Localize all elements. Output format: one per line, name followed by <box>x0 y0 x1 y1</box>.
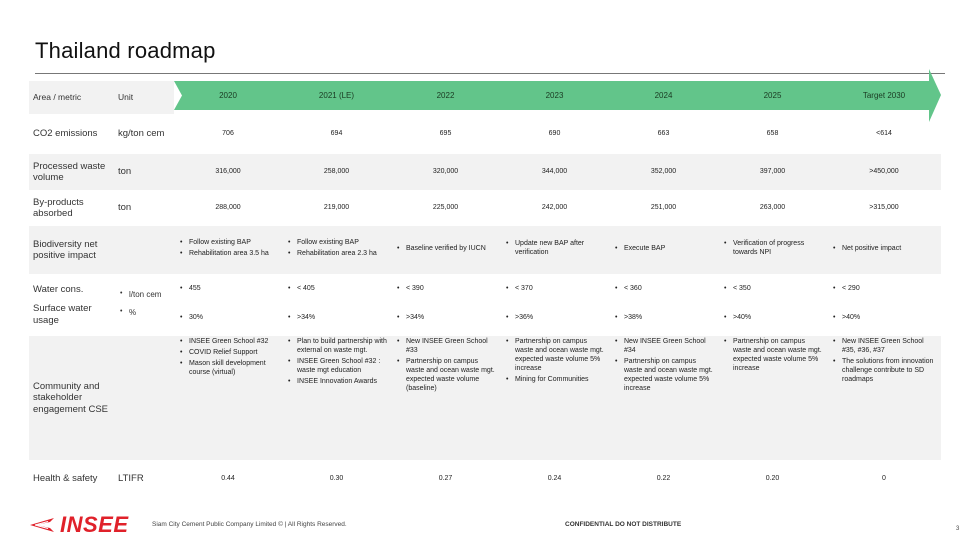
roadmap-table <box>29 81 941 498</box>
list-item: • INSEE Innovation Awards <box>297 378 387 387</box>
timeline-arrow <box>174 81 941 115</box>
table-cell: >315,000 <box>827 191 941 225</box>
header-metric: Area / metric <box>29 81 114 115</box>
list-item: • < 350 <box>733 285 823 294</box>
table-cell: 344,000 <box>500 153 609 191</box>
table-cell: <614 <box>827 115 941 153</box>
table-row-waste <box>29 153 941 191</box>
year-target-2030: Target 2030 <box>862 91 906 100</box>
unit-label: ton <box>114 153 174 191</box>
table-cell <box>718 225 827 275</box>
list-item: • Rehabilitation area 3.5 ha <box>189 250 278 259</box>
unit-label: LTIFR <box>114 461 174 497</box>
list-item: • < 405 <box>297 285 387 294</box>
table-cell <box>282 225 391 275</box>
table-cell: 288,000 <box>174 191 282 225</box>
table-cell: 258,000 <box>282 153 391 191</box>
insee-logo <box>28 512 129 538</box>
list-item: • >40% <box>733 314 823 323</box>
list-item: • 30% <box>189 314 278 323</box>
table-cell: 219,000 <box>282 191 391 225</box>
table-cell: 316,000 <box>174 153 282 191</box>
list-item: • < 290 <box>842 285 937 294</box>
metric-label: Health & safety <box>29 461 114 497</box>
table-cell <box>174 275 282 335</box>
list-item: • Mining for Communities <box>515 376 605 385</box>
table-cell: 690 <box>500 115 609 153</box>
table-row-biodiversity <box>29 225 941 275</box>
list-item: • >36% <box>515 314 605 323</box>
slide-title: Thailand roadmap <box>35 38 216 63</box>
list-item: • New INSEE Green School #33 <box>406 338 496 356</box>
list-item: • New INSEE Green School #35, #36, #37 <box>842 338 937 356</box>
logo-wordmark: INSEE <box>60 512 129 537</box>
unit-label: kg/ton cem <box>114 115 174 153</box>
table-cell: 397,000 <box>718 153 827 191</box>
page-number: 3 <box>956 526 960 532</box>
table-cell <box>827 275 941 335</box>
table-cell <box>174 225 282 275</box>
table-cell: >450,000 <box>827 153 941 191</box>
list-item: • Partnership on campus waste and ocean waste mgt. expected waste volume (baseline) <box>406 358 496 394</box>
metric-label: Community and stakeholder engagement CSE <box>29 335 114 461</box>
metric-label: Biodiversity net positive impact <box>29 225 114 275</box>
table-row-community <box>29 335 941 461</box>
list-item: • Baseline verified by IUCN <box>406 245 496 254</box>
table-cell: 0.22 <box>609 461 718 497</box>
list-item: • INSEE Green School #32 : waste mgt education <box>297 358 387 376</box>
unit-label <box>114 335 174 461</box>
table-cell <box>718 335 827 461</box>
year-2020: 2020 <box>219 91 237 100</box>
unit-label <box>114 275 174 335</box>
header-unit: Unit <box>114 81 174 115</box>
metric-label-water: Water cons. <box>33 283 84 295</box>
list-item: • Partnership on campus waste and ocean waste mgt. expected waste volume 5% increase <box>624 358 714 394</box>
table-cell: 0.20 <box>718 461 827 497</box>
list-item: • COVID Relief Support <box>189 349 278 358</box>
list-item: • Mason skill development course (virtual) <box>189 360 278 378</box>
table-cell: 242,000 <box>500 191 609 225</box>
unit-water: • l/ton cem <box>129 290 170 300</box>
list-item: • Execute BAP <box>624 245 714 254</box>
table-row-safety <box>29 461 941 497</box>
table-cell: 352,000 <box>609 153 718 191</box>
table-cell <box>391 335 500 461</box>
footer-copyright: Siam City Cement Public Company Limited © | All Rights Reserved. <box>152 521 347 528</box>
table-cell: 263,000 <box>718 191 827 225</box>
table-cell: 251,000 <box>609 191 718 225</box>
list-item: • Net positive impact <box>842 245 937 254</box>
list-item: • Partnership on campus waste and ocean waste mgt. expected waste volume 5% increase <box>733 338 823 374</box>
metric-label <box>29 275 114 335</box>
year-2023: 2023 <box>545 91 564 100</box>
metric-label: CO2 emissions <box>29 115 114 153</box>
table-cell: 658 <box>718 115 827 153</box>
table-row-byproducts <box>29 191 941 225</box>
table-cell: 225,000 <box>391 191 500 225</box>
table-cell <box>174 335 282 461</box>
table-cell: 0.30 <box>282 461 391 497</box>
table-cell: 663 <box>609 115 718 153</box>
list-item: • Update new BAP after verification <box>515 240 605 258</box>
table-cell <box>282 275 391 335</box>
list-item: • INSEE Green School #32 <box>189 338 278 347</box>
list-item: • Rehabilitation area 2.3 ha <box>297 250 387 259</box>
table-cell: 0.27 <box>391 461 500 497</box>
list-item: • Plan to build partnership with external on waste mgt. <box>297 338 387 356</box>
list-item: • New INSEE Green School #34 <box>624 338 714 356</box>
header-row <box>29 81 941 115</box>
metric-label-surface-water: Surface water usage <box>33 303 92 326</box>
table-row-water <box>29 275 941 335</box>
table-cell: 694 <box>282 115 391 153</box>
metric-label: By-products absorbed <box>29 191 114 225</box>
list-item: • The solutions from innovation challenge contribute to SD roadmaps <box>842 358 937 385</box>
list-item: • Verification of progress towards NPI <box>733 240 823 258</box>
table-cell <box>609 275 718 335</box>
table-cell <box>500 335 609 461</box>
list-item: • < 390 <box>406 285 496 294</box>
year-labels <box>174 81 941 110</box>
table-cell <box>609 335 718 461</box>
list-item: • < 370 <box>515 285 605 294</box>
list-item: • Partnership on campus waste and ocean waste mgt. expected waste volume 5% increase <box>515 338 605 374</box>
table-cell <box>391 275 500 335</box>
list-item: • >38% <box>624 314 714 323</box>
table-cell <box>718 275 827 335</box>
year-2025: 2025 <box>763 91 782 100</box>
table-cell: 320,000 <box>391 153 500 191</box>
year-2022: 2022 <box>436 91 455 100</box>
logo-swoosh-icon <box>28 516 56 534</box>
table-cell <box>500 275 609 335</box>
list-item: • >34% <box>297 314 387 323</box>
table-cell <box>391 225 500 275</box>
table-cell: 695 <box>391 115 500 153</box>
table-cell: 0 <box>827 461 941 497</box>
table-cell <box>609 225 718 275</box>
metric-label: Processed waste volume <box>29 153 114 191</box>
unit-surface-water: • % <box>129 308 170 318</box>
list-item: • Follow existing BAP <box>189 239 278 248</box>
list-item: • < 360 <box>624 285 714 294</box>
year-2024: 2024 <box>654 91 673 100</box>
table-cell: 706 <box>174 115 282 153</box>
table-cell <box>282 335 391 461</box>
list-item: • 455 <box>189 285 278 294</box>
table-cell: 0.24 <box>500 461 609 497</box>
footer-confidential: CONFIDENTIAL DO NOT DISTRIBUTE <box>565 521 682 528</box>
year-2021: 2021 (LE) <box>318 91 355 100</box>
list-item: • >40% <box>842 314 937 323</box>
table-cell: 0.44 <box>174 461 282 497</box>
list-item: • Follow existing BAP <box>297 239 387 248</box>
table-cell <box>827 225 941 275</box>
list-item: • >34% <box>406 314 496 323</box>
table-cell <box>500 225 609 275</box>
table-cell <box>827 335 941 461</box>
unit-label: ton <box>114 191 174 225</box>
unit-label <box>114 225 174 275</box>
